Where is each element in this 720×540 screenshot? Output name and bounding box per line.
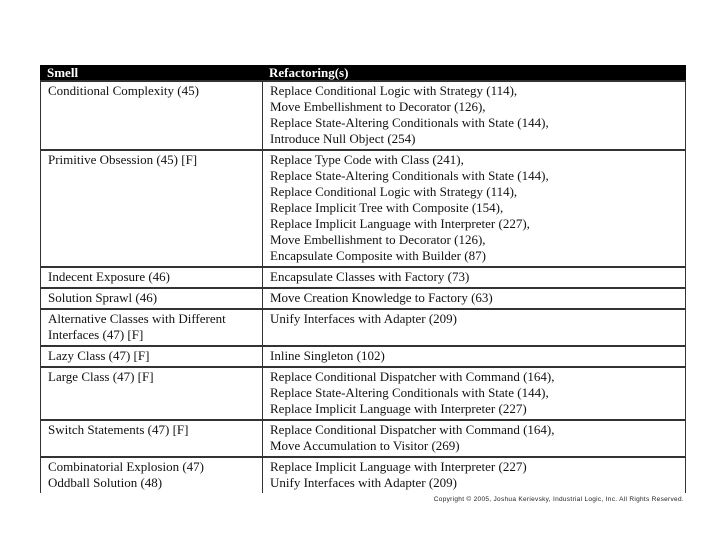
smell-cell [41,367,263,420]
refactorings-cell [263,267,686,288]
table-row [41,346,686,367]
refactoring-item: Replace Conditional Logic with Strategy (114), [270,184,518,199]
smell-cell [41,150,263,267]
smell-cell [41,81,263,150]
refactoring-item: Replace Conditional Dispatcher with Command (164), [270,369,555,384]
table-row [41,367,686,420]
refactoring-item: Replace Type Code with Class (241), [270,152,464,167]
smell-cell [41,288,263,309]
refactoring-item: Move Embellishment to Decorator (126), [270,232,486,247]
refactoring-item: Unify Interfaces with Adapter (209) [270,475,457,490]
refactoring-item: Replace Implicit Language with Interpreter (227) [270,459,527,474]
smell-name: Switch Statements (47) [F] [48,422,189,437]
header-smell: Smell [41,65,263,81]
copyright-notice: Copyright © 2005, Joshua Kerievsky, Industrial Logic, Inc. All Rights Reserved. [433,496,684,503]
refactorings-cell [263,457,686,493]
refactoring-item: Replace State-Altering Conditionals with State (144), [270,385,549,400]
refactorings-cell [263,346,686,367]
refactorings-cell [263,81,686,150]
table-body [41,81,686,493]
smell-name: Large Class (47) [F] [48,369,154,384]
smell-cell [41,309,263,346]
refactorings-cell [263,367,686,420]
smell-name: Alternative Classes with Different Interfaces (47) [F] [48,311,226,342]
refactoring-item: Introduce Null Object (254) [270,131,416,146]
table-row [41,150,686,267]
smell-name: Combinatorial Explosion (47) [48,459,204,474]
table-row [41,288,686,309]
refactoring-item: Move Embellishment to Decorator (126), [270,99,486,114]
refactoring-item: Encapsulate Composite with Builder (87) [270,248,486,263]
smell-name: Indecent Exposure (46) [48,269,171,284]
table-row [41,309,686,346]
table-row [41,81,686,150]
smell-cell [41,267,263,288]
refactorings-cell [263,150,686,267]
smell-name: Solution Sprawl (46) [48,290,158,305]
refactoring-item: Replace Implicit Language with Interpreter (227) [270,401,527,416]
refactoring-item: Replace State-Altering Conditionals with State (144), [270,115,549,130]
table-header-row [41,65,686,81]
smell-name: Primitive Obsession (45) [F] [48,152,198,167]
smell-cell [41,346,263,367]
refactoring-item: Move Accumulation to Visitor (269) [270,438,460,453]
smell-name: Oddball Solution (48) [48,475,163,490]
refactoring-item: Replace Conditional Logic with Strategy (114), [270,83,518,98]
smells-refactorings-table [40,65,686,493]
header-refactorings: Refactoring(s) [263,65,686,81]
refactoring-item: Replace Implicit Language with Interpreter (227), [270,216,530,231]
smell-cell [41,457,263,493]
smell-name: Conditional Complexity (45) [48,83,199,98]
smell-cell [41,420,263,457]
refactorings-cell [263,288,686,309]
refactoring-item: Replace State-Altering Conditionals with State (144), [270,168,549,183]
refactoring-item: Encapsulate Classes with Factory (73) [270,269,470,284]
table-row [41,420,686,457]
refactoring-item: Move Creation Knowledge to Factory (63) [270,290,493,305]
table-row [41,267,686,288]
table-row [41,457,686,493]
refactoring-item: Unify Interfaces with Adapter (209) [270,311,457,326]
refactorings-cell [263,309,686,346]
smell-name: Lazy Class (47) [F] [48,348,150,363]
refactoring-item: Replace Implicit Tree with Composite (154), [270,200,504,215]
refactoring-item: Inline Singleton (102) [270,348,385,363]
refactorings-cell [263,420,686,457]
refactoring-item: Replace Conditional Dispatcher with Command (164), [270,422,555,437]
